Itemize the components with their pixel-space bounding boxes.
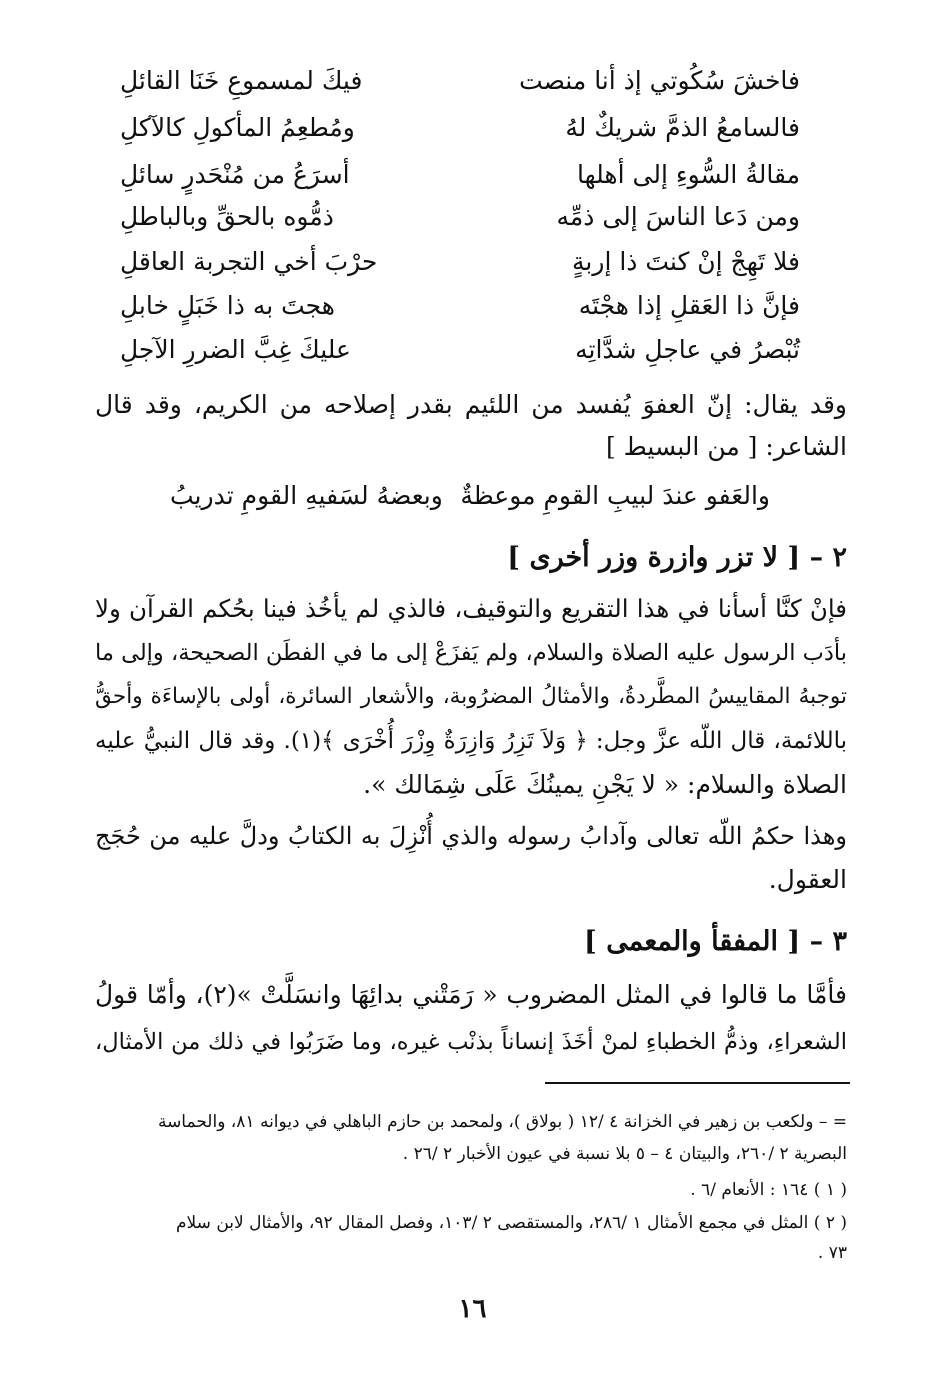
- verse-second-hemistich: وبعضهُ لسَفيهِ القومِ تدريبُ: [170, 480, 443, 510]
- paragraph-line: وقد يقال: إنّ العفوَ يُفسد من اللئيم بقدر إصلاحه من الكريم، وقد قال: [95, 390, 847, 419]
- poem-verse: [120, 193, 800, 239]
- paragraph-line: الصلاة والسلام: « لا يَجْنِ يمينُكَ عَلَى شِمَالك ».: [363, 770, 847, 799]
- verse-first-hemistich: فاخشَ سُكُوتي إذ أنا منصت: [519, 65, 800, 95]
- verse-first-hemistich: فإنَّ ذا العَقلِ إذا هجْتَه: [578, 290, 800, 320]
- verse-second-hemistich: ومُطعِمُ المأكولِ كالآكلِ: [120, 112, 355, 142]
- verse-second-hemistich: هجتَ به ذا خَبَلٍ خابلِ: [120, 290, 335, 320]
- paragraph-line: فإنْ كنَّا أسأنا في هذا التقريع والتوقيف، فالذي لم يأخُذ فينا بحُكم القرآن ولا: [95, 594, 847, 623]
- paragraph-line: فأمَّا ما قالوا في المثل المضروب « رَمَتْني بدائِهَا وانسَلَّتْ »(٢)، وأمّا قولُ: [95, 980, 847, 1009]
- section-heading: ٢ – [ لا تزر وازرة وزر أخرى ]: [507, 542, 847, 573]
- paragraph-line: الشاعر: [ من البسيط ]: [605, 432, 847, 461]
- poem-verse: [120, 238, 800, 284]
- poem-verse: [170, 472, 770, 518]
- poem-verse: [120, 151, 800, 197]
- verse-first-hemistich: فلا تَهِجْ إنْ كنتَ ذا إربةٍ: [572, 246, 800, 276]
- verse-second-hemistich: أسرَعُ من مُنْحَدرٍ سائلِ: [120, 159, 350, 189]
- paragraph-line: بأدَب الرسول عليه الصلاة والسلام، ولم يَفزَعْ إلى ما في الفطَن الصحيحة، وإلى ما: [95, 640, 847, 666]
- paragraph-line: وهذا حكمُ اللّه تعالى وآدابُ رسوله والذي أُنْزِلَ به الكتابُ ودلَّ عليه من حُجَج: [95, 822, 847, 850]
- footnote-line: = – ولكعب بن زهير في الخزانة ٤ /١٢ ( بولاق )، ولمحمد بن حازم الباهلي في ديوانه ٨١، والحماسة: [157, 1112, 847, 1132]
- verse-second-hemistich: ذمُّوه بالحقِّ وبالباطلِ: [120, 201, 334, 231]
- footnote-divider: [545, 1082, 850, 1084]
- footnote-line: البصرية ٢ /٢٦٠، والبيتان ٤ – ٥ بلا نسبة في عيون الأخبار ٢ /٢٦ .: [402, 1144, 847, 1164]
- verse-second-hemistich: حرْبَ أخي التجربة العاقلِ: [120, 246, 378, 276]
- paragraph-line: باللائمة، قال اللّه عزَّ وجل: ﴿ وَلاَ تَزِرُ وَازِرَةٌ وِزْرَ أُخْرَى ﴾(١). وقد قال النبيُّ عليه: [95, 728, 847, 754]
- paragraph-line: توجبهُ المقاييسُ المطَّردةُ، والأمثالُ المضرُوبة، والأشعار السائرة، أولى بالإساءَة وأحقُّ: [95, 684, 847, 709]
- verse-first-hemistich: ومن دَعا الناسَ إلى ذمِّه: [556, 201, 800, 231]
- verse-first-hemistich: والعَفو عندَ لبيبِ القومِ موعظةٌ: [460, 480, 770, 510]
- verse-first-hemistich: فالسامعُ الذمَّ شريكٌ لهُ: [565, 112, 800, 142]
- footnote-line: ( ٢ ) المثل في مجمع الأمثال ١ /٢٨٦، والمستقصى ٢ /١٠٣، وفصل المقال ٩٢، والأمثال لابن سلام: [176, 1213, 847, 1233]
- poem-verse: [120, 104, 800, 150]
- footnote-line: ٧٣ .: [817, 1243, 847, 1263]
- verse-first-hemistich: تُبْصرُ في عاجلِ شدَّاتِه: [575, 334, 800, 364]
- poem-verse: [120, 282, 800, 328]
- verse-first-hemistich: مقالةُ السُّوءِ إلى أهلها: [577, 159, 800, 189]
- page-number: ١٦: [458, 1294, 487, 1324]
- verse-second-hemistich: عليكَ غِبَّ الضررِ الآجلِ: [120, 334, 351, 364]
- paragraph-line: الشعراءِ، وذمُّ الخطباءِ لمنْ أخَذَ إنساناً بذنْب غيره، وما ضَرَبُوا في ذلك من الأمثال،: [95, 1029, 847, 1055]
- verse-second-hemistich: فيكَ لمسموعِ خَنَا القائلِ: [120, 65, 363, 95]
- poem-verse: [120, 326, 800, 372]
- paragraph-line: العقول.: [768, 865, 847, 894]
- section-heading: ٣ – [ المفقأ والمعمى ]: [584, 926, 847, 957]
- footnote-line: ( ١ ) ١٦٤ : الأنعام /٦ .: [690, 1180, 847, 1200]
- poem-verse: [120, 57, 800, 103]
